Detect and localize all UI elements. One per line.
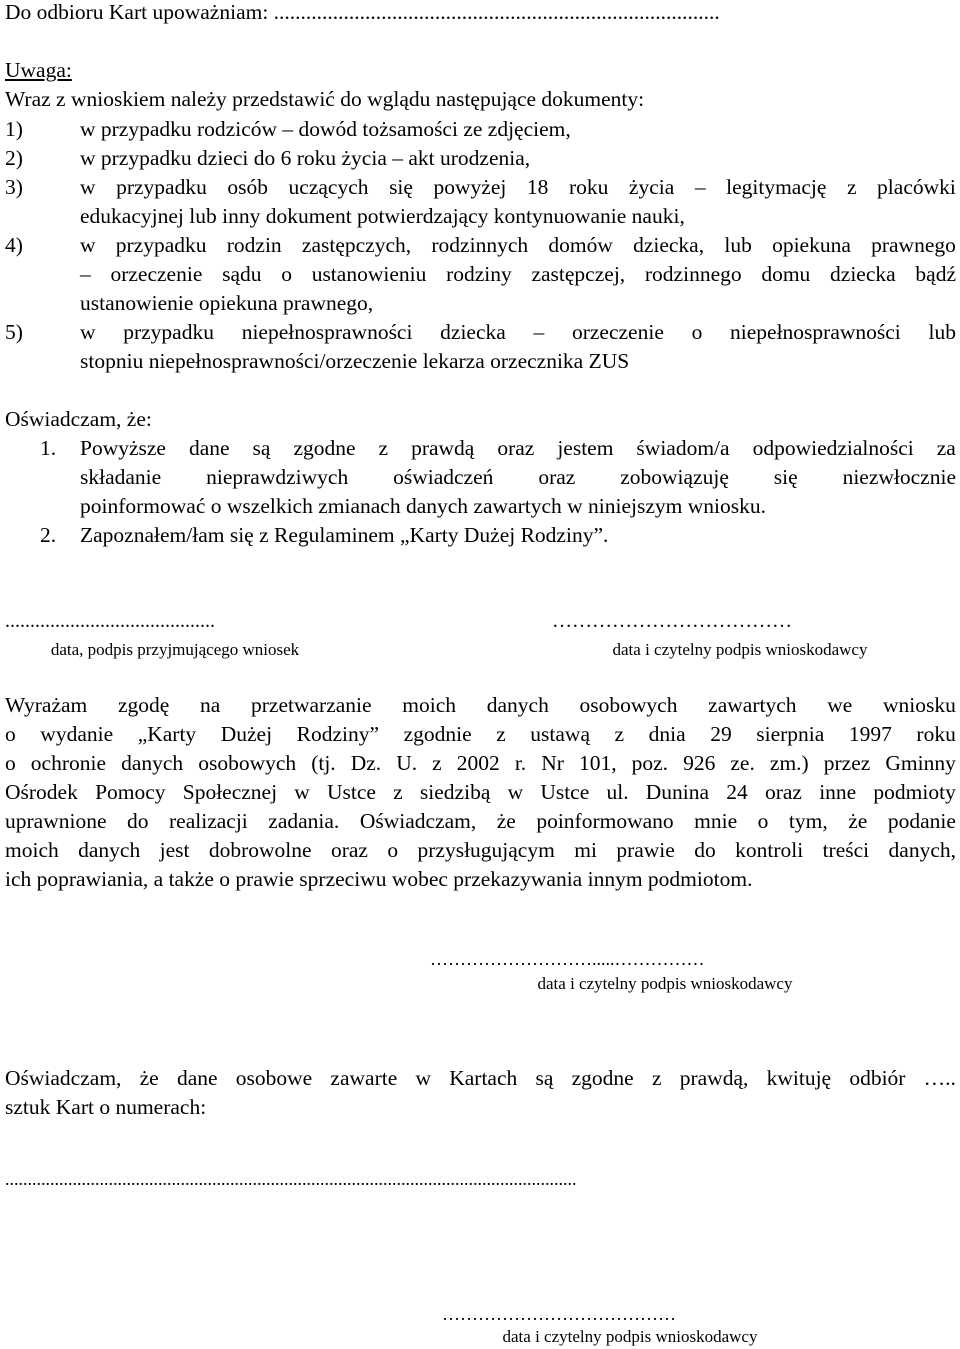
declaration-item-2-text: Zapoznałem/łam się z Regulaminem „Karty Dużej Rodziny”. <box>80 523 609 547</box>
card-numbers-line: ............................................................................................................................... <box>5 1169 577 1189</box>
note-item-2-text: w przypadku dzieci do 6 roku życia – akt urodzenia, <box>80 146 531 170</box>
note-item-5-line-1: w przypadku niepełnosprawności dziecka – orzeczenie o niepełnosprawności lub <box>80 320 956 344</box>
declaration-item-1-line-1: Powyższe dane są zgodne z prawdą oraz jestem świadom/a odpowiedzialności za <box>80 436 956 460</box>
note-item-4-line-2: – orzeczenie sądu o ustanowieniu rodziny zastępczej, rodzinnego domu dziecka bądź <box>80 262 956 286</box>
consent-line-2: o wydanie „Karty Dużej Rodziny” zgodnie z ustawą z dnia 29 sierpnia 1997 roku <box>5 722 956 746</box>
note-item-2-number: 2) <box>5 146 23 170</box>
note-item-4-number: 4) <box>5 233 23 257</box>
receipt-signature-dots: ………………………………… <box>442 1304 676 1324</box>
note-item-1-number: 1) <box>5 117 23 141</box>
declaration-item-1-line-2: składanie nieprawdziwych oświadczeń oraz zobowiązuję się niezwłocznie <box>80 465 956 489</box>
note-item-4-line-3: ustanowienie opiekuna prawnego, <box>80 291 374 315</box>
note-item-1-text: w przypadku rodziców – dowód tożsamości ze zdjęciem, <box>80 117 571 141</box>
receipt-line-1: Oświadczam, że dane osobowe zawarte w Kartach są zgodne z prawdą, kwituję odbiór ….. <box>5 1066 956 1090</box>
receipt-line-2: sztuk Kart o numerach: <box>5 1095 207 1119</box>
note-item-3-line-1: w przypadku osób uczących się powyżej 18 roku życia – legitymację z placówki <box>80 175 956 199</box>
consent-line-5: uprawnione do realizacji zadania. Oświadczam, że poinformowano mnie o tym, że podanie <box>5 809 956 833</box>
note-item-5-number: 5) <box>5 320 23 344</box>
declaration-title: Oświadczam, że: <box>5 407 152 431</box>
applicant-signature-caption: data i czytelny podpis wnioskodawcy <box>612 640 868 659</box>
receiver-signature-caption: data, podpis przyjmującego wniosek <box>50 640 300 659</box>
consent-signature-caption: data i czytelny podpis wnioskodawcy <box>537 974 793 993</box>
note-item-3-line-2: edukacyjnej lub inny dokument potwierdzający kontynuowanie nauki, <box>80 204 685 228</box>
declaration-item-1-line-3: poinformować o wszelkich zmianach danych zawartych w niniejszym wniosku. <box>80 494 766 518</box>
receiver-signature-dots: .......................................... <box>5 610 215 632</box>
note-title: Uwaga: <box>5 58 72 82</box>
consent-line-3: o ochronie danych osobowych (tj. Dz. U. z 2002 r. Nr 101, poz. 926 ze. zm.) przez Gminny <box>5 751 956 775</box>
consent-signature-dots: ……………………….....…………… <box>430 949 705 969</box>
declaration-item-1-number: 1. <box>40 436 57 460</box>
applicant-signature-dots: ……………………………… <box>552 610 792 632</box>
receipt-signature-caption: data i czytelny podpis wnioskodawcy <box>502 1327 758 1346</box>
consent-line-1: Wyrażam zgodę na przetwarzanie moich danych osobowych zawartych we wniosku <box>5 693 956 717</box>
consent-line-7: ich poprawiania, a także o prawie sprzeciwu wobec przekazywania innym podmiotom. <box>5 867 753 891</box>
note-item-5-line-2: stopniu niepełnosprawności/orzeczenie lekarza orzecznika ZUS <box>80 349 630 373</box>
authorization-line: Do odbioru Kart upoważniam: ................................................................................... <box>5 0 720 24</box>
note-intro: Wraz z wnioskiem należy przedstawić do wglądu następujące dokumenty: <box>5 87 645 111</box>
declaration-item-2-number: 2. <box>40 523 57 547</box>
note-item-3-number: 3) <box>5 175 23 199</box>
consent-line-4: Ośrodek Pomocy Społecznej w Ustce z siedzibą w Ustce ul. Dunina 24 oraz inne podmioty <box>5 780 956 804</box>
note-item-4-line-1: w przypadku rodzin zastępczych, rodzinnych domów dziecka, lub opiekuna prawnego <box>80 233 956 257</box>
consent-line-6: moich danych jest dobrowolne oraz o przysługującym mi prawie do kontroli treści danych, <box>5 838 956 862</box>
